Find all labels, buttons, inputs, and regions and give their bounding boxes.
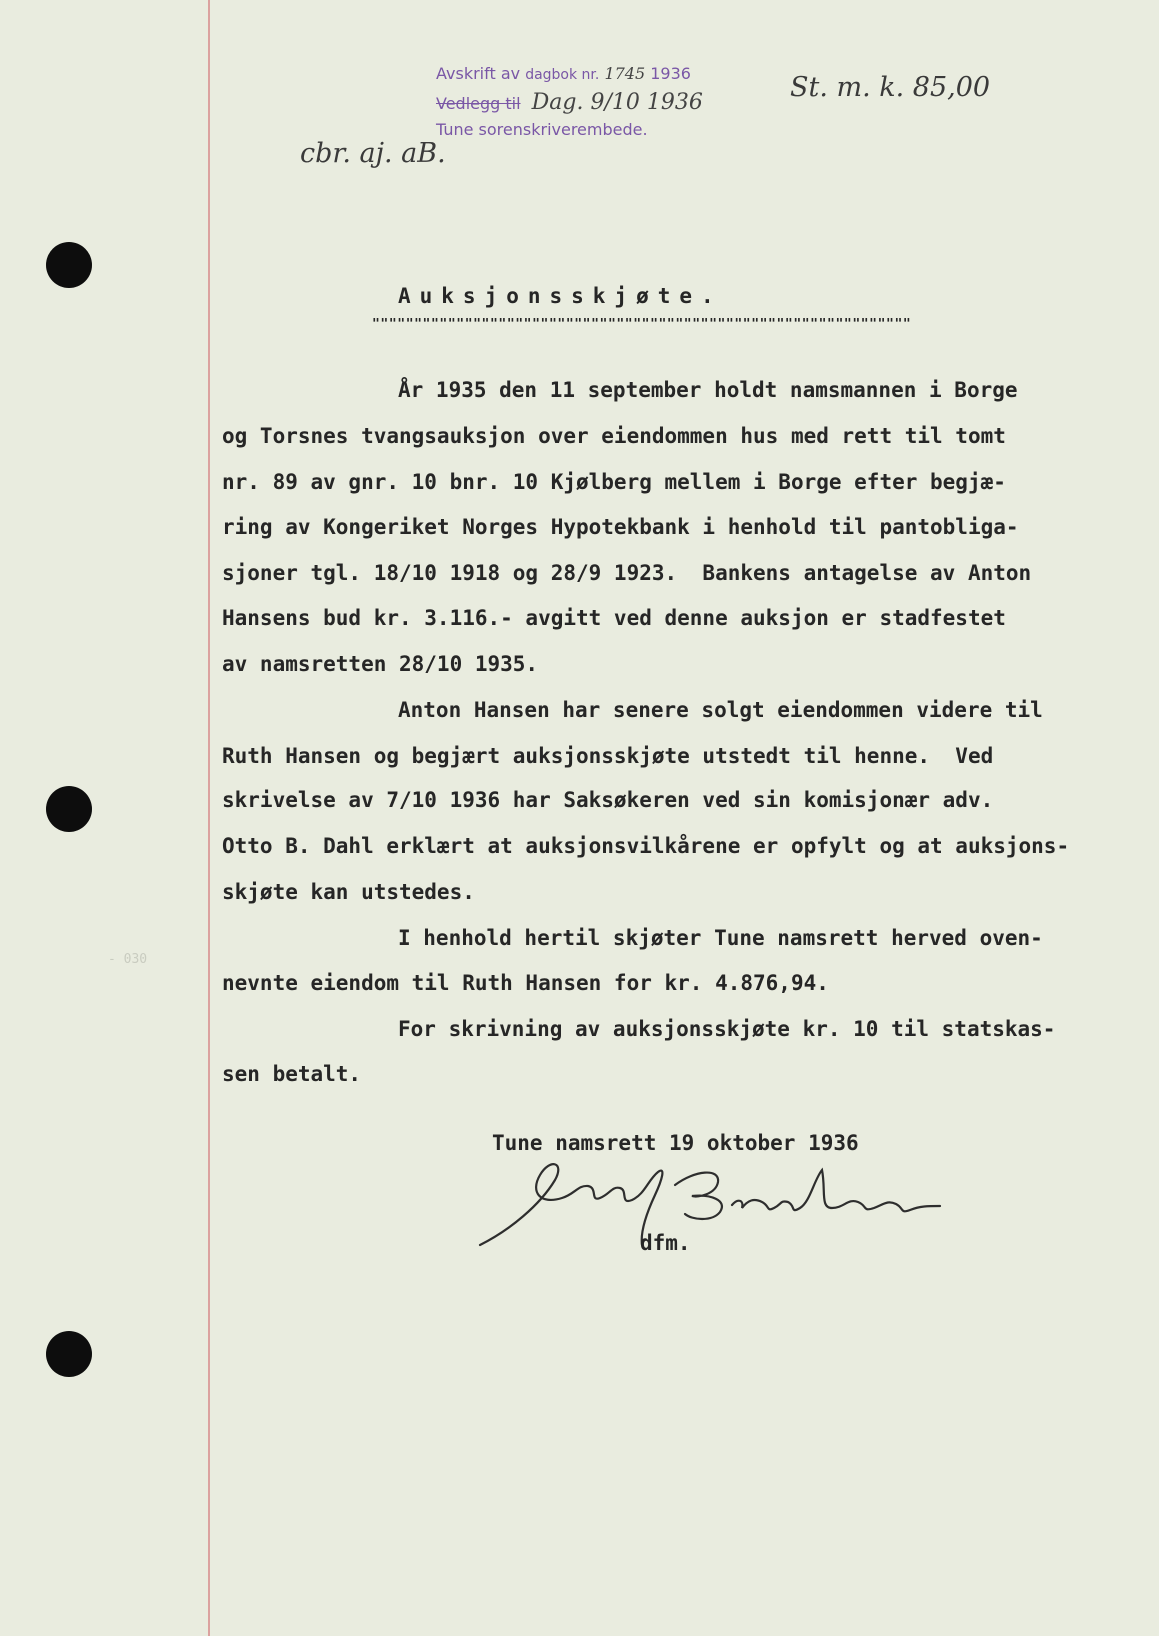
body-line-4: ring av Kongeriket Norges Hypotekbank i henhold til pantobliga- bbox=[222, 515, 1019, 539]
body-line-3: nr. 89 av gnr. 10 bnr. 10 Kjølberg mellem i Borge efter begjæ- bbox=[222, 470, 1006, 494]
body-line-2: og Torsnes tvangsauksjon over eiendommen hus med rett til tomt bbox=[222, 424, 1006, 448]
punch-hole-bottom bbox=[46, 1331, 92, 1377]
body-line-13: I henhold hertil skjøter Tune namsrett herved oven- bbox=[398, 926, 1043, 950]
body-line-6: Hansens bud kr. 3.116.- avgitt ved denne auksjon er stadfestet bbox=[222, 606, 1006, 630]
stamp-journal-year: 1936 bbox=[650, 64, 691, 83]
stamp-journal-number: 1745 bbox=[604, 64, 646, 83]
body-line-16: sen betalt. bbox=[222, 1062, 362, 1086]
margin-line bbox=[208, 0, 210, 1636]
title-underline: """""""""""""""""""""""""""""""""""""""""""""""""""""""""""""""" bbox=[372, 317, 912, 332]
signature-title: dfm. bbox=[640, 1231, 691, 1255]
punch-hole-top bbox=[46, 242, 92, 288]
body-line-5: sjoner tgl. 18/10 1918 og 28/9 1923. Bankens antagelse av Anton bbox=[222, 561, 1032, 585]
stamp-line-2 bbox=[436, 92, 703, 114]
stamp-journal-no: dagbok nr. bbox=[525, 67, 600, 83]
handwritten-fee: St. m. k. 85,00 bbox=[790, 72, 991, 103]
body-line-1: År 1935 den 11 september holdt namsmannen i Borge bbox=[398, 378, 1018, 402]
faint-bleedthrough-number: - 030 bbox=[108, 952, 148, 967]
body-line-9: Ruth Hansen og begjært auksjonsskjøte utstedt til henne. Ved bbox=[222, 744, 994, 768]
body-line-15: For skrivning av auksjonsskjøte kr. 10 til statskas- bbox=[398, 1017, 1056, 1041]
punch-hole-middle bbox=[46, 786, 92, 832]
stamp-date-handwritten: Dag. 9/10 1936 bbox=[531, 90, 703, 115]
stamp-line-1 bbox=[436, 66, 691, 82]
body-line-11: Otto B. Dahl erklært at auksjonsvilkårene er opfylt og at auksjons- bbox=[222, 834, 1070, 858]
body-line-7: av namsretten 28/10 1935. bbox=[222, 652, 539, 676]
handwritten-signature bbox=[470, 1150, 950, 1260]
body-line-14: nevnte eiendom til Ruth Hansen for kr. 4.876,94. bbox=[222, 971, 829, 995]
stamp-attachment: Vedlegg til bbox=[436, 94, 521, 113]
body-line-8: Anton Hansen har senere solgt eiendommen videre til bbox=[398, 698, 1043, 722]
handwritten-note: cbr. aj. aB. bbox=[300, 138, 446, 169]
body-line-10: skrivelse av 7/10 1936 har Saksøkeren ved sin komisjonær adv. bbox=[222, 788, 994, 812]
stamp-line-3: Tune sorenskriverembede. bbox=[436, 120, 648, 139]
body-line-12: skjøte kan utstedes. bbox=[222, 880, 475, 904]
stamp-copy-of: Avskrift av bbox=[436, 64, 521, 83]
place-date: Tune namsrett 19 oktober 1936 bbox=[492, 1131, 859, 1155]
document-title: Auksjonsskjøte. bbox=[398, 284, 723, 308]
